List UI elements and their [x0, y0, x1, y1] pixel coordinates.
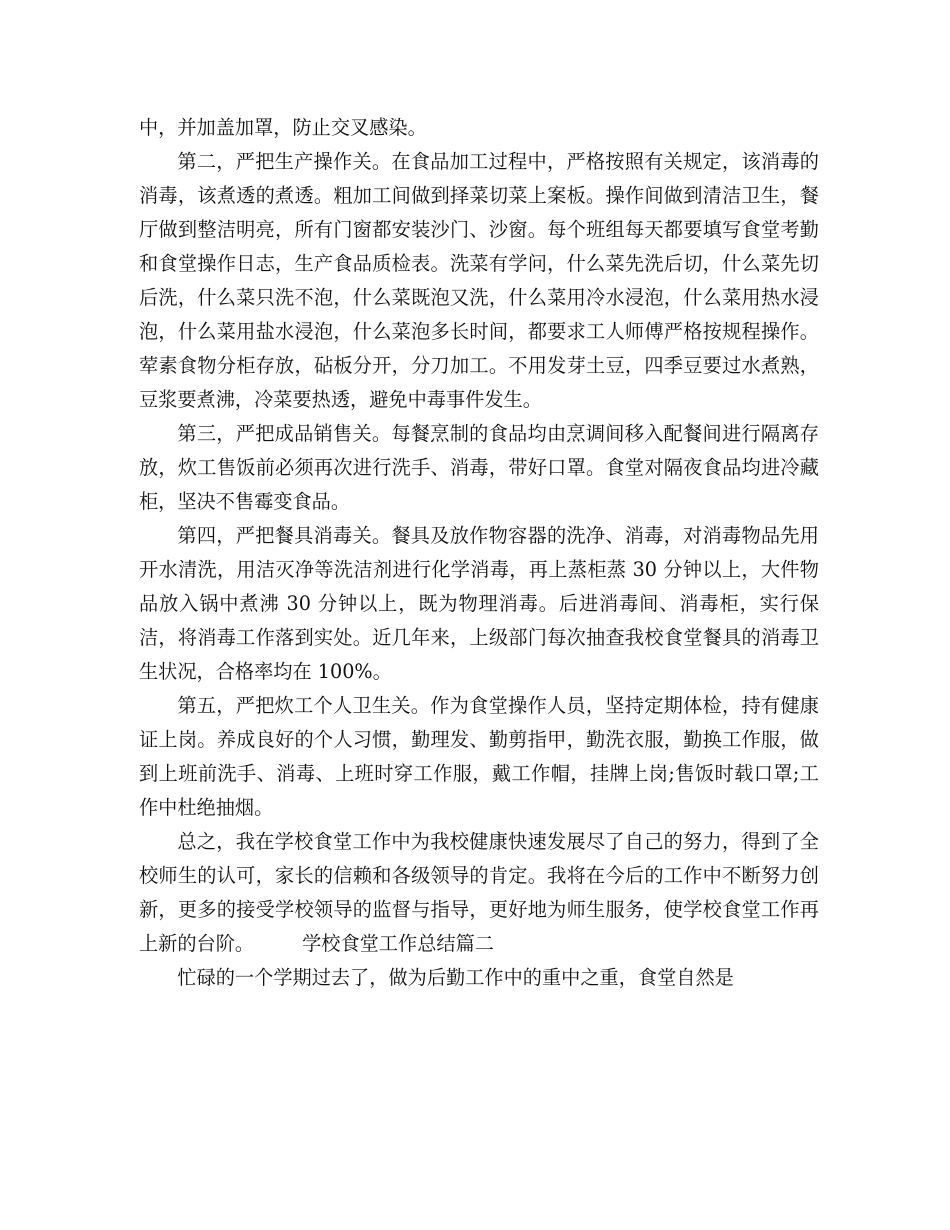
paragraph: 忙碌的一个学期过去了，做为后勤工作中的重中之重，食堂自然是 — [177, 966, 734, 989]
paragraph: 第三，严把成品销售关。每餐烹制的食品均由烹调间移入配餐间进行隔离存放，炊工售饭前必须再次进行洗手、消毒，带好口罩。食堂对隔夜食品均进冷藏柜，坚决不售霉变食品。 — [139, 422, 819, 513]
paragraph: 第四，严把餐具消毒关。餐具及放作物容器的洗净、消毒，对消毒物品先用开水清洗，用洁灭净等洗洁剂进行化学消毒，再上蒸柜蒸 30 分钟以上，大件物品放入锅中煮沸 30 分钟以上，既为物理消毒。后进消毒间、消毒柜，实行保洁，将消毒工作落到实处。近几年来，上级部门每次抽查我校食堂餐具的消毒卫生状况，合格率均在 100%。 — [139, 524, 819, 683]
document-body — [139, 111, 819, 995]
paragraph-text: 总之，我在学校食堂工作中为我校健康快速发展尽了自己的努力，得到了全校师生的认可，家长的信赖和各级领导的肯定。我将在今后的工作中不断努力创新，更多的接受学校领导的监督与指导，更好地为师生服务，使学校食堂工作再上新的台阶。 — [139, 830, 819, 955]
section-heading: 学校食堂工作总结篇二 — [302, 932, 494, 955]
paragraph: 第二，严把生产操作关。在食品加工过程中，严格按照有关规定，该消毒的消毒，该煮透的煮透。粗加工间做到择菜切菜上案板。操作间做到清洁卫生，餐厅做到整洁明亮，所有门窗都安装沙门、沙窗。每个班组每天都要填写食堂考勤和食堂操作日志，生产食品质检表。洗菜有学问，什么菜先洗后切，什么菜先切后洗，什么菜只洗不泡，什么菜既泡又洗，什么菜用冷水浸泡，什么菜用热水浸泡，什么菜用盐水浸泡，什么菜泡多长时间，都要求工人师傅严格按规程操作。荤素食物分柜存放，砧板分开，分刀加工。不用发芽土豆，四季豆要过水煮熟，豆浆要煮沸，冷菜要热透，避免中毒事件发生。 — [139, 150, 819, 411]
paragraph: 中，并加盖加罩，防止交叉感染。 — [139, 116, 427, 139]
paragraph-with-heading — [139, 825, 819, 961]
paragraph: 第五，严把炊工个人卫生关。作为食堂操作人员，坚持定期体检，持有健康证上岗。养成良好的个人习惯，勤理发、勤剪指甲，勤洗衣服，勤换工作服，做到上班前洗手、消毒、上班时穿工作服，戴工作帽，挂牌上岗;售饭时载口罩;工作中杜绝抽烟。 — [139, 694, 819, 819]
